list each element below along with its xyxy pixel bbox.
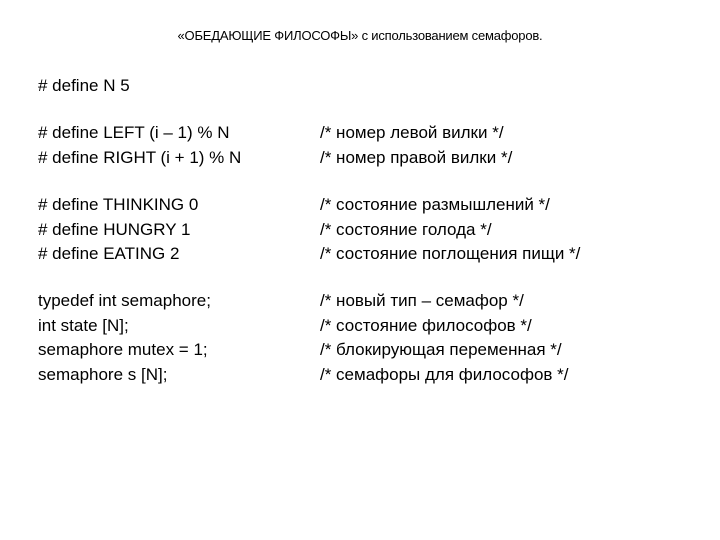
code-row (38, 193, 698, 218)
code-text: # define THINKING 0 (38, 195, 199, 214)
code-text: semaphore mutex = 1; (38, 340, 208, 359)
code-text: typedef int semaphore; (38, 291, 211, 310)
code-row (38, 338, 698, 363)
code-comment: /* состояние размышлений */ (320, 195, 550, 214)
state-defines (38, 193, 698, 267)
code-comment: /* новый тип – семафор */ (320, 291, 524, 310)
code-comment: /* состояние голода */ (320, 219, 492, 239)
code-comment: /* состояние философов */ (320, 315, 532, 335)
code-text: # define EATING 2 (38, 244, 180, 263)
code-row (38, 218, 698, 243)
code-comment: /* состояние поглощения пищи */ (320, 244, 581, 263)
code-row (38, 242, 698, 267)
code-comment: /* номер правой вилки */ (320, 147, 513, 167)
code-text: int state [N]; (38, 315, 129, 335)
code-comment: /* семафоры для философов */ (320, 364, 569, 384)
code-text: semaphore s [N]; (38, 364, 168, 384)
code-row (38, 314, 698, 339)
define-n-line: # define N 5 (38, 76, 130, 95)
code-row (38, 146, 698, 171)
code-comment: /* блокирующая переменная */ (320, 340, 562, 359)
type-declarations (38, 289, 698, 387)
code-row (38, 121, 698, 146)
code-text: # define LEFT (i – 1) % N (38, 123, 230, 142)
slide-title: «ОБЕДАЮЩИЕ ФИЛОСОФЫ» с использованием семафоров. (177, 28, 543, 43)
code-row (38, 289, 698, 314)
fork-index-defines (38, 121, 698, 170)
code-text: # define HUNGRY 1 (38, 219, 191, 239)
code-row (38, 363, 698, 388)
code-comment: /* номер левой вилки */ (320, 123, 504, 142)
code-text: # define RIGHT (i + 1) % N (38, 147, 242, 167)
